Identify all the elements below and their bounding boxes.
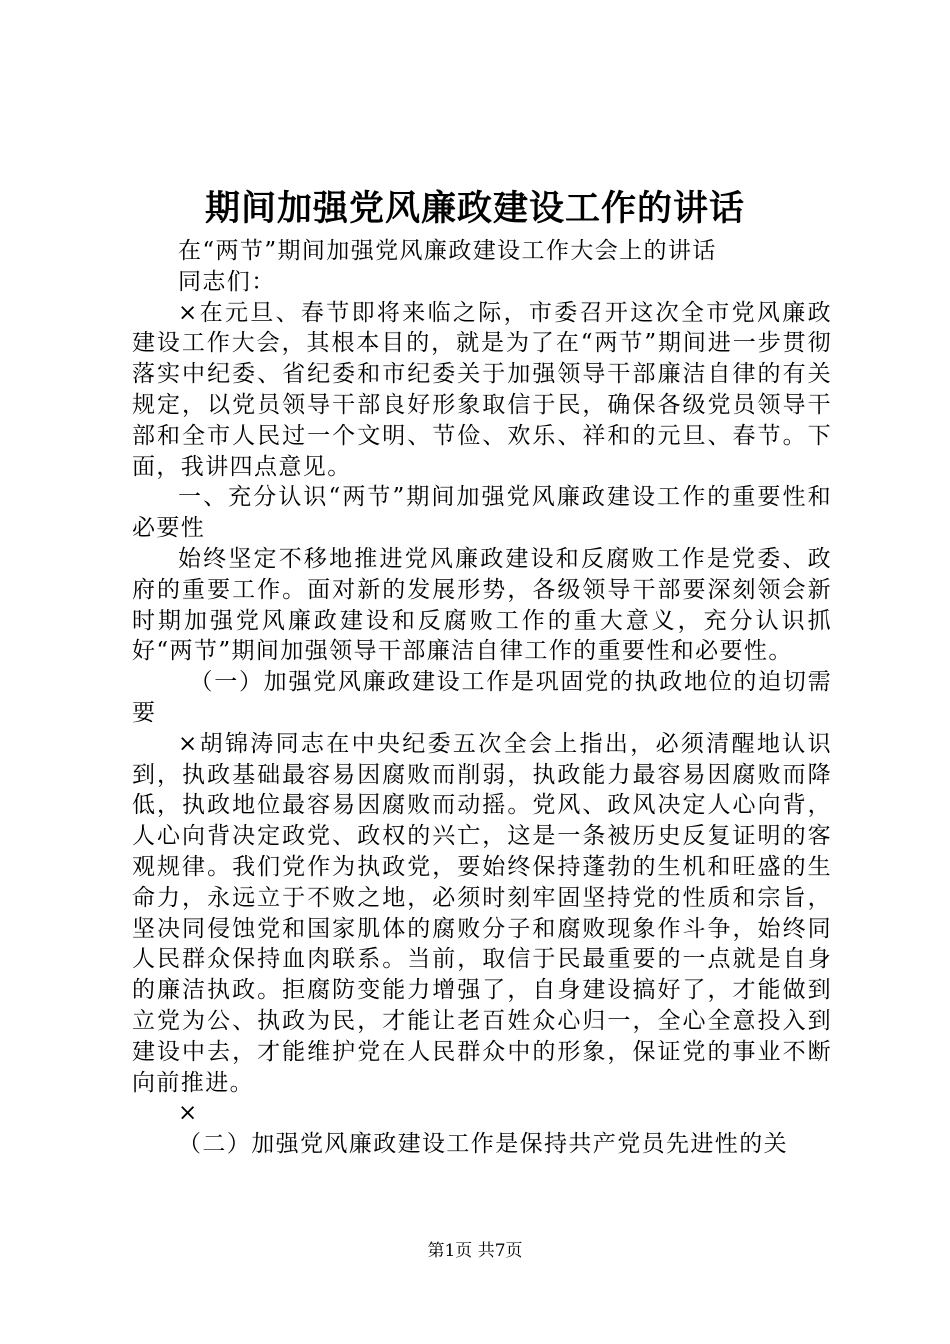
body-paragraph: 始终坚定不移地推进党风廉政建设和反腐败工作是党委、政府的重要工作。面对新的发展形势，各级领导干部要深刻领会新时期加强党风廉政建设和反腐败工作的重大意义，充分认识抓好“两节”期间加强领导干部廉洁自律工作的重要性和必要性。 [132, 545, 832, 665]
salutation-paragraph: 同志们： [178, 268, 276, 295]
separator-mark: × [178, 1100, 199, 1127]
subtitle-paragraph: 在“两节”期间加强党风廉政建设工作大会上的讲话 [178, 238, 717, 264]
document-body [132, 236, 832, 1160]
page-title: 期间加强党风廉政建设工作的讲话 [204, 188, 745, 229]
subsection-heading-2: （二）加强党风廉政建设工作是保持共产党员先进性的关 [178, 1131, 788, 1158]
body-paragraph: ×胡锦涛同志在中央纪委五次全会上指出，必须清醒地认识到，执政基础最容易因腐败而削弱，执政能力最容易因腐败而降低，执政地位最容易因腐败而动摇。党风、政风决定人心向背，人心向背决定政党、政权的兴亡，这是一条被历史反复证明的客观规律。我们党作为执政党，要始终保持蓬勃的生机和旺盛的生命力，永远立于不败之地，必须时刻牢固坚持党的性质和宗旨，坚决同侵蚀党和国家肌体的腐败分子和腐败现象作斗争，始终同人民群众保持血肉联系。当前，取信于民最重要的一点就是自身的廉洁执政。拒腐防变能力增强了，自身建设搞好了，才能做到立党为公、执政为民，才能让老百姓众心归一，全心全意投入到建设中去，才能维护党在人民群众中的形象，保证党的事业不断向前推进。 [132, 730, 832, 1096]
section-heading-1: 一、充分认识“两节”期间加强党风廉政建设工作的重要性和必要性 [132, 484, 832, 542]
page-number-footer: 第1页 共7页 [427, 1241, 523, 1261]
intro-paragraph: ×在元旦、春节即将来临之际，市委召开这次全市党风廉政建设工作大会，其根本目的，就是为了在“两节”期间进一步贯彻落实中纪委、省纪委和市纪委关于加强领导干部廉洁自律的有关规定，以党员领导干部良好形象取信于民，确保各级党员领导干部和全市人民过一个文明、节俭、欢乐、祥和的元旦、春节。下面，我讲四点意见。 [132, 299, 832, 480]
subsection-heading-1: （一）加强党风廉政建设工作是巩固党的执政地位的迫切需要 [132, 669, 832, 726]
